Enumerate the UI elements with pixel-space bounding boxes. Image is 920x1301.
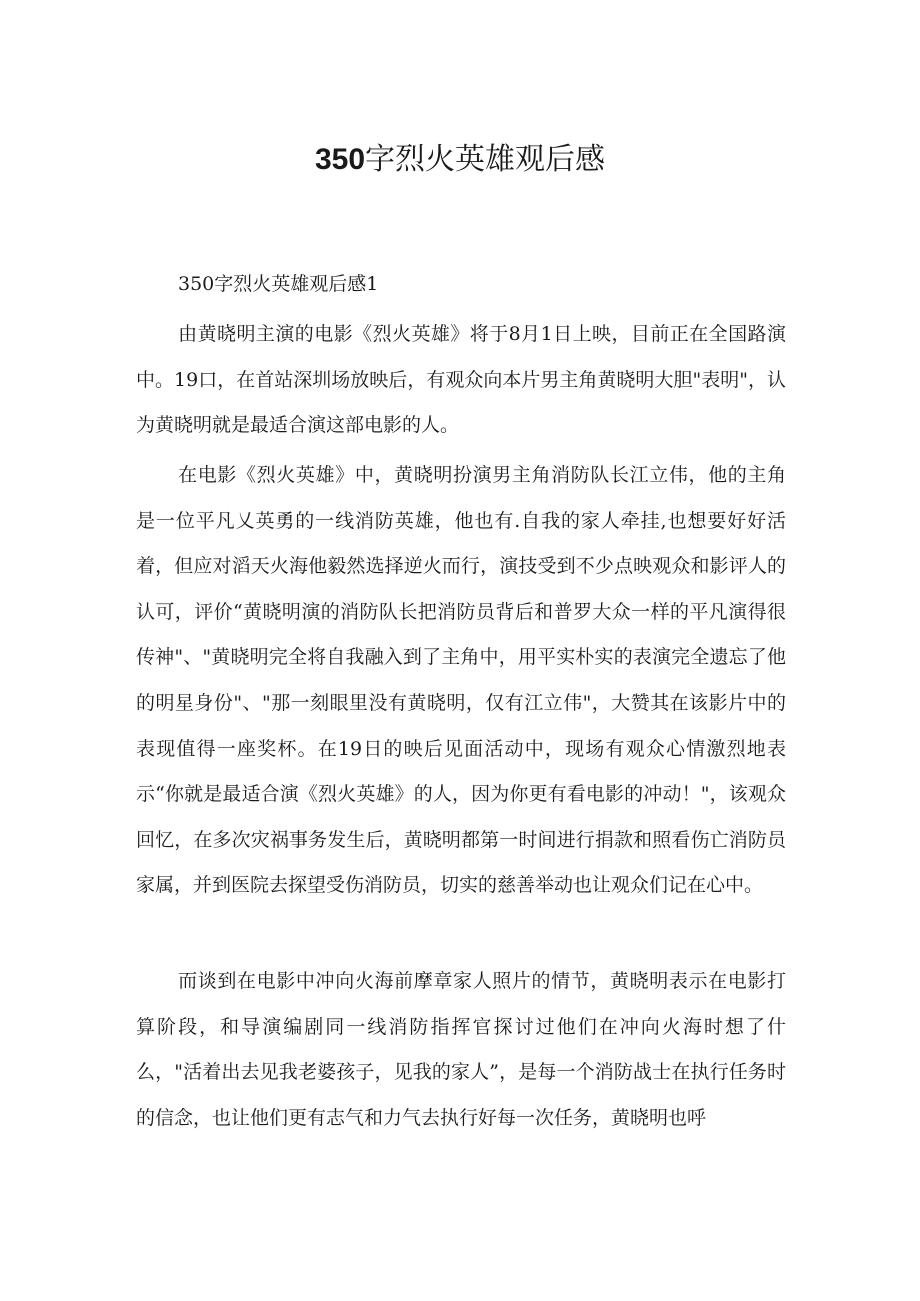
paragraph-2: 在电影《烈火英雄》中，黄晓明扮演男主角消防队长江立伟，他的主角是一位平凡乂英勇的一线消防英雄，他也有.自我的家人牵挂,也想要好好活着，但应对滔天火海他毅然选择逆火而行，演技受到不少点映观众和影评人的认可，评价“黄晓明演的消防队长把消防员背后和普罗大众一样的平凡演得很传神"、"黄晓明完全将自我融入到了主角中，用平实朴实的表演完全遗忘了他的明星身份"、"那一刻眼里没有黄晓明，仅有江立伟"，大赞其在该影片中的表现值得一座奖杯。在19日的映后见面活动中，现场有观众心情激烈地表示“你就是最适合演《烈火英雄》的人，因为你更有看电影的冲动！"，该观众回忆，在多次灾祸事务发生后，黄晓明都第一时间进行捐款和照看伤亡消防员家属，并到医院去探望受伤消防员，切实的慈善举动也让观众们记在心中。 [136,464,786,897]
paragraph-1: 由黄晓明主演的电影《烈火英雄》将于8月1日上映，目前正在全国路演中。19口，在首站深圳场放映后，有观众向本片男主角黄晓明大胆"表明"，认为黄晓明就是最适合演这部电影的人。 [136,323,786,437]
paragraph-3: 而谈到在电影中冲向火海前摩章家人照片的情节，黄晓明表示在电影打算阶段，和导演编剧同一线消防指挥官探讨过他们在冲向火海时想了什么，"活着出去见我老婆孩子，见我的家人”，是每一个消防战士在执行任务时的信念，也让他们更有志气和力气去执行好每一次任务，黄晓明也呼 [136,970,786,1129]
document-title [0,138,920,182]
body-text [136,312,786,1141]
title-number: 350 [314,143,366,176]
title-text: 字烈火英雄观后感 [365,142,606,177]
section-heading: 350字烈火英雄观后感1 [178,273,379,295]
